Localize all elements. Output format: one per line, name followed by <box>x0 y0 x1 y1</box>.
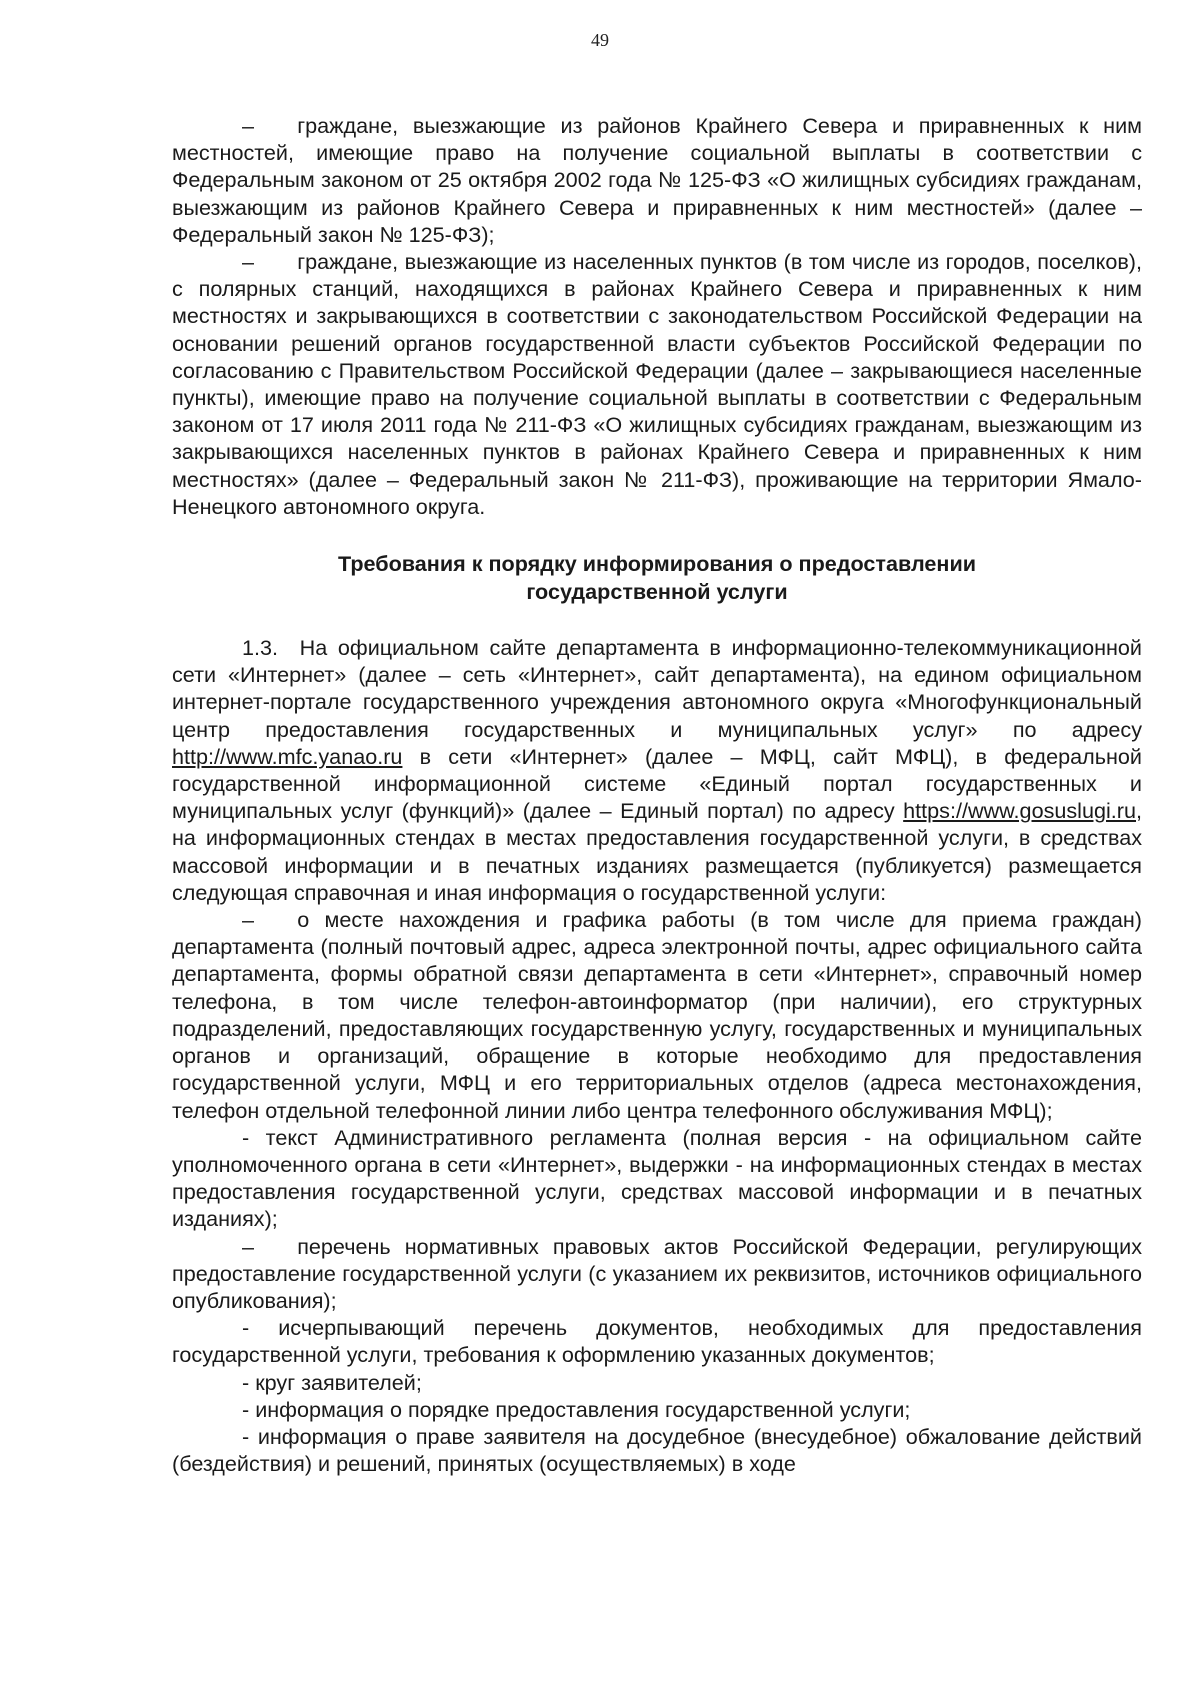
paragraph-text: в сети «Интернет» (далее – МФЦ, сайт МФЦ), в федеральной государственной информационной системе «Единый портал государственных и муниципальных услуг (функций)» (далее – Единый портал) по адресу <box>172 743 1142 824</box>
paragraph-text: , на информационных стендах в местах предоставления государственной услуги, в средствах массовой информации и в печатных изданиях размещается (публикуется) размещается следующая справочная и иная информация о государственной услуги: <box>172 798 1142 905</box>
list-item: - информация о порядке предоставления государственной услуги; <box>242 1396 911 1422</box>
document-body <box>172 112 1142 1477</box>
page-number: 49 <box>591 30 609 50</box>
list-item: - информация о праве заявителя на досудебное (внесудебное) обжалование действий (бездействия) и решений, принятых (осуществляемых) в ходе <box>172 1423 1142 1477</box>
heading-line-1: Требования к порядку информирования о предоставлении <box>337 551 977 577</box>
mfc-link[interactable]: http://www.mfc.yanao.ru <box>172 743 403 769</box>
list-item: – о месте нахождения и графика работы (в том числе для приема граждан) департамента (полный почтовый адрес, адреса электронной почты, адрес официального сайта департамента, формы обратной связи департамента в сети «Интернет», справочный номер телефона, в том числе телефон-автоинформатор (при наличии), его структурных подразделений, предоставляющих государственную услугу, государственных и муниципальных органов и организаций, обращение в которые необходимо для предоставления государственной услуги, МФЦ и его территориальных отделов (адреса местонахождения, телефон отдельной телефонной линии либо центра телефонного обслуживания МФЦ); <box>172 907 1142 1123</box>
gosuslugi-link[interactable]: https://www.gosuslugi.ru <box>903 798 1136 824</box>
list-item: – граждане, выезжающие из районов Крайнего Севера и приравненных к ним местностей, имеющие право на получение социальной выплаты в соответствии с Федеральным законом от 25 октября 2002 года № 125-ФЗ «О жилищных субсидиях гражданам, выезжающим из районов Крайнего Севера и приравненных к ним местностей» (далее – Федеральный закон № 125-ФЗ); <box>172 113 1142 247</box>
list-item: – перечень нормативных правовых актов Российской Федерации, регулирующих предоставление государственной услуги (с указанием их реквизитов, источников официального опубликования); <box>172 1233 1142 1313</box>
list-item: - круг заявителей; <box>242 1369 422 1395</box>
paragraph-1-3 <box>172 634 1142 906</box>
heading-line-2: государственной услуги <box>526 579 788 605</box>
list-item: - исчерпывающий перечень документов, необходимых для предоставления государственной услуги, требования к оформлению указанных документов; <box>172 1315 1142 1368</box>
section-heading <box>172 550 1142 606</box>
paragraph-text: 1.3. На официальном сайте департамента в информационно-телекоммуникационной сети «Интернет» (далее – сеть «Интернет», сайт департамента), на едином официальном интернет-портале государственного учреждения автономного округа «Многофункциональный центр предоставления государственных и муниципальных услуг» по адресу <box>172 635 1142 742</box>
list-item: – граждане, выезжающие из населенных пунктов (в том числе из городов, поселков), с полярных станций, находящихся в районах Крайнего Севера и приравненных к ним местностях и закрывающихся в соответствии с законодательством Российской Федерации на основании решений органов государственной власти субъектов Российской Федерации по согласованию с Правительством Российской Федерации (далее – закрывающиеся населенные пункты), имеющие право на получение социальной выплаты в соответствии с Федеральным законом от 17 июля 2011 года № 211-ФЗ «О жилищных субсидиях гражданам, выезжающим из закрывающихся населенных пунктов в районах Крайнего Севера и приравненных к ним местностях» (далее – Федеральный закон № 211-ФЗ), проживающие на территории Ямало-Ненецкого автономного округа. <box>172 249 1142 519</box>
list-item: - текст Административного регламента (полная версия - на официальном сайте уполномоченного органа в сети «Интернет», выдержки - на информационных стендах в местах предоставления государственной услуги, средствах массовой информации и в печатных изданиях); <box>172 1124 1142 1232</box>
